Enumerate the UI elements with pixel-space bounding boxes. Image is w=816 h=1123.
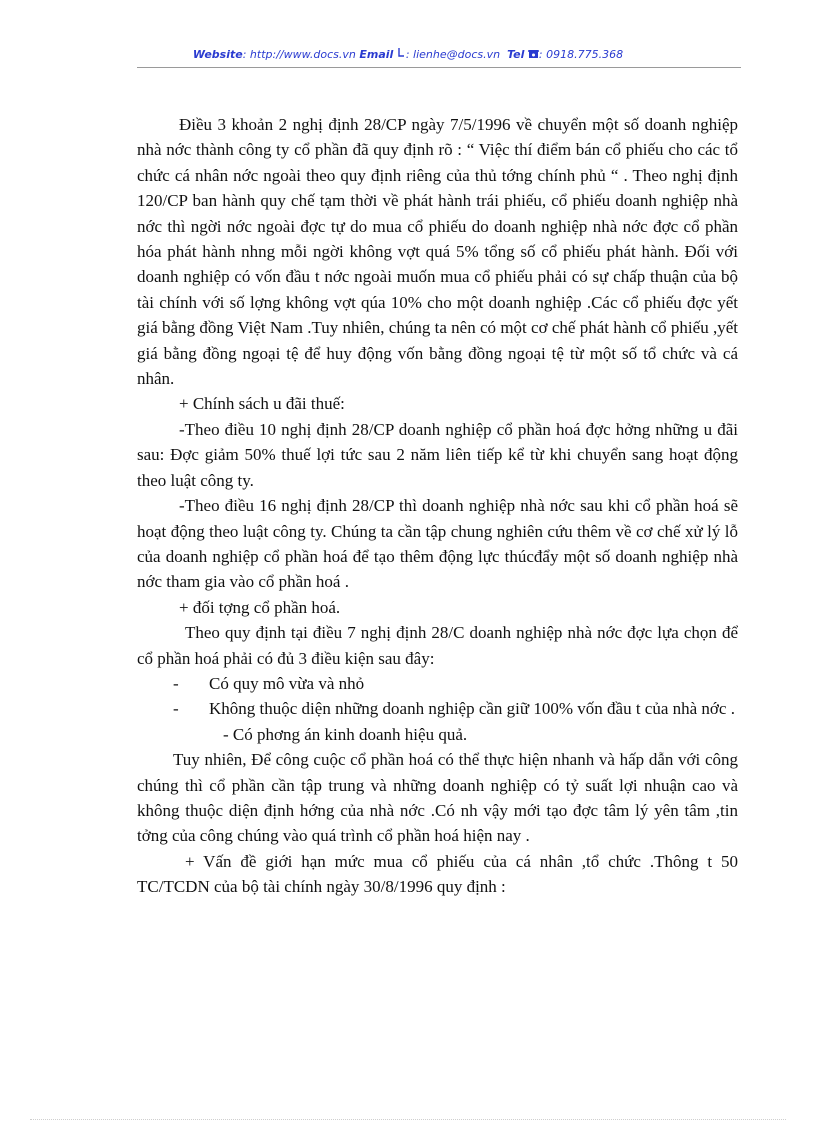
email-value[interactable]: : lienhe@docs.vn [405, 48, 501, 61]
paragraph-1: Điều 3 khoản 2 nghị định 28/CP ngày 7/5/1996 về chuyển một số doanh nghiệp nhà nớc thành công ty cổ phần đã quy định rõ : “ Việc thí điểm bán cổ phiếu cho các tổ chức cá nhân nớc ngoài theo quy định riêng của thủ tớng chính phủ “ . Theo nghị định 120/CP ban hành quy chế tạm thời về phát hành trái phiếu, cổ phiếu doanh nghiệp nhà nớc thì ngời nớc ngoài đợc tự do mua cổ phiếu do doanh nghiệp nhà nớc đợc cổ phần hóa phát hành nhng mỗi ngời không vợt quá 5% tổng số cổ phiếu phát hành. Đối với doanh nghiệp có vốn đầu t nớc ngoài muốn mua cổ phiếu phải có sự chấp thuận của bộ tài chính với số lợng không vợt qúa 10% cho một doanh nghiệp .Các cổ phiếu đợc yết giá bằng đồng Việt Nam .Tuy nhiên, chúng ta nên có một cơ chế phát hành cổ phiếu ,yết giá bằng đồng ngoại tệ để huy động vốn bằng đồng ngoại tệ từ một số tổ chức và cá nhân. [137, 115, 738, 389]
phone-icon [528, 49, 539, 59]
paragraph-10: Tuy nhiên, Để công cuộc cổ phần hoá có thể thực hiện nhanh và hấp dẫn với công chúng thì cổ phần cần tập trung và những doanh nghiệp có tỷ suất lợi nhuận cao và không thuộc diện định hớng của nhà nớc .Có nh vậy mới tạo đợc tâm lý yên tâm ,tin tởng của công chúng vào quá trình cổ phần hoá hiện nay . [137, 750, 738, 846]
list-item-text: Có quy mô vừa và nhỏ [209, 673, 365, 693]
paragraph-2: + Chính sách u đãi thuế: [179, 394, 345, 414]
website-url[interactable]: : http://www.docs.vn [242, 48, 356, 61]
paragraph-3: -Theo điều 10 nghị định 28/CP doanh nghiệp cổ phần hoá đợc hởng những u đãi sau: Đợc giảm 50% thuế lợi tức sau 2 năm liên tiếp kể từ khi chuyển sang hoạt động theo luật công ty. [137, 419, 738, 490]
list-dash: - [173, 673, 179, 693]
tel-label: Tel [507, 48, 525, 61]
page-header [0, 47, 816, 61]
footer-divider [30, 1119, 786, 1120]
email-icon [397, 47, 406, 58]
document-body [137, 112, 738, 900]
email-label: Email [359, 48, 394, 61]
list-item-1 [137, 671, 738, 696]
list-dash: - [173, 699, 179, 719]
header-divider [137, 67, 741, 68]
paragraph-5: + đối tợng cổ phần hoá. [179, 597, 341, 617]
paragraph-4: -Theo điều 16 nghị định 28/CP thì doanh nghiệp nhà nớc sau khi cổ phần hoá sẽ hoạt động theo luật công ty. Chúng ta cần tập chung nghiên cứu thêm về cơ chế xử lý lỗ của doanh nghiệp cổ phần hoá để tạo thêm động lực thúcđẩy một số doanh nghiệp nhà nớc tham gia vào cổ phần hoá . [137, 496, 738, 592]
website-label: Website [192, 48, 243, 61]
list-item-3: - Có phơng án kinh doanh hiệu quả. [223, 724, 468, 744]
paragraph-6: Theo quy định tại điều 7 nghị định 28/C doanh nghiệp nhà nớc đợc lựa chọn để cổ phần hoá phải có đủ 3 điều kiện sau đây: [137, 623, 738, 668]
tel-value: : 0918.775.368 [538, 48, 624, 61]
list-item-text: Không thuộc diện những doanh nghiệp cần giữ 100% vốn đầu t của nhà nớc . [209, 699, 735, 719]
list-item-2 [137, 696, 738, 721]
paragraph-11: + Vấn đề giới hạn mức mua cổ phiếu của cá nhân ,tổ chức .Thông t 50 TC/TCDN của bộ tài chính ngày 30/8/1996 quy định : [137, 851, 738, 897]
